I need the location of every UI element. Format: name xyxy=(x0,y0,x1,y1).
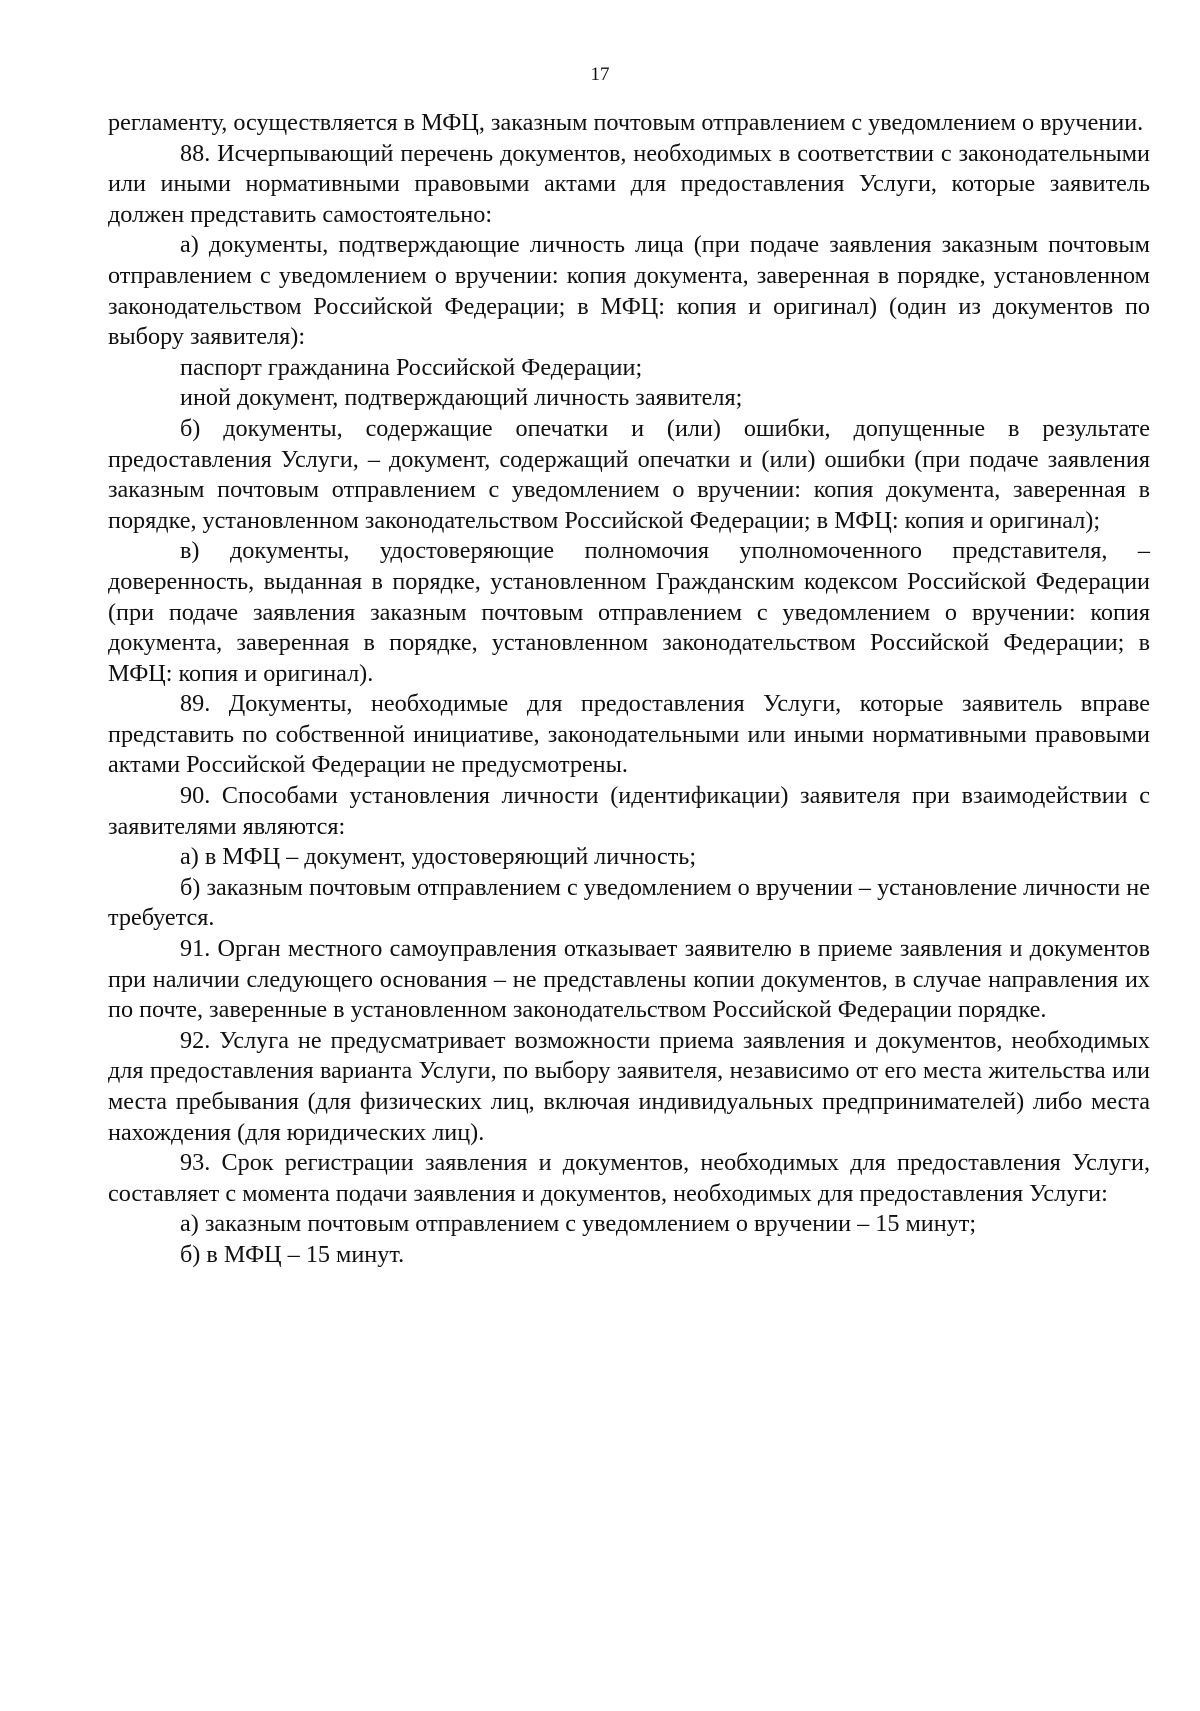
paragraph-93-a: а) заказным почтовым отправлением с уведомлением о вручении – 15 минут; xyxy=(180,1210,977,1238)
paragraph-91: 91. Орган местного самоуправления отказывает заявителю в приеме заявления и документов при наличии следующего основания – не представлены копии документов, в случае направления их по почте, заверенные в установленном законодательством Российской Федерации порядке. xyxy=(108,935,1150,1024)
page-number: 17 xyxy=(590,64,610,85)
paragraph-90: 90. Способами установления личности (идентификации) заявителя при взаимодействии с заявителями являются: xyxy=(108,782,1150,840)
paragraph-88-a: а) документы, подтверждающие личность лица (при подаче заявления заказным почтовым отправлением с уведомлением о вручении: копия документа, заверенная в порядке, установленном законодательством Российской Федерации; в МФЦ: копия и оригинал) (один из документов по выбору заявителя): xyxy=(108,231,1150,351)
document-body xyxy=(108,108,1150,1271)
paragraph-88-a-item-1: паспорт гражданина Российской Федерации; xyxy=(180,353,643,381)
paragraph-88-a-item-2: иной документ, подтверждающий личность заявителя; xyxy=(180,384,743,412)
paragraph-93-b: б) в МФЦ – 15 минут. xyxy=(180,1240,405,1268)
paragraph-89: 89. Документы, необходимые для предоставления Услуги, которые заявитель вправе представить по собственной инициативе, законодательными или иными нормативными правовыми актами Российской Федерации не предусмотрены. xyxy=(108,690,1150,779)
paragraph-88-v: в) документы, удостоверяющие полномочия уполномоченного представителя, – доверенность, выданная в порядке, установленном Гражданским кодексом Российской Федерации (при подаче заявления заказным почтовым отправлением с уведомлением о вручении: копия документа, заверенная в порядке, установленном законодательством Российской Федерации; в МФЦ: копия и оригинал). xyxy=(108,537,1150,687)
paragraph-90-a: а) в МФЦ – документ, удостоверяющий личность; xyxy=(180,843,697,871)
paragraph-93: 93. Срок регистрации заявления и документов, необходимых для предоставления Услуги, составляет с момента подачи заявления и документов, необходимых для предоставления Услуги: xyxy=(108,1149,1150,1207)
paragraph-88: 88. Исчерпывающий перечень документов, необходимых в соответствии с законодательными или иными нормативными правовыми актами для предоставления Услуги, которые заявитель должен представить самостоятельно: xyxy=(108,139,1150,228)
paragraph-continuation: регламенту, осуществляется в МФЦ, заказным почтовым отправлением с уведомлением о вручении. xyxy=(108,109,1144,136)
paragraph-88-b: б) документы, содержащие опечатки и (или) ошибки, допущенные в результате предоставления Услуги, – документ, содержащий опечатки и (или) ошибки (при подаче заявления заказным почтовым отправлением с уведомлением о вручении: копия документа, заверенная в порядке, установленном законодательством Российской Федерации; в МФЦ: копия и оригинал); xyxy=(108,414,1150,534)
paragraph-90-b: б) заказным почтовым отправлением с уведомлением о вручении – установление личности не требуется. xyxy=(108,873,1150,932)
paragraph-92: 92. Услуга не предусматривает возможности приема заявления и документов, необходимых для предоставления варианта Услуги, по выбору заявителя, независимо от его места жительства или места пребывания (для физических лиц, включая индивидуальных предпринимателей) либо места нахождения (для юридических лиц). xyxy=(108,1026,1150,1146)
